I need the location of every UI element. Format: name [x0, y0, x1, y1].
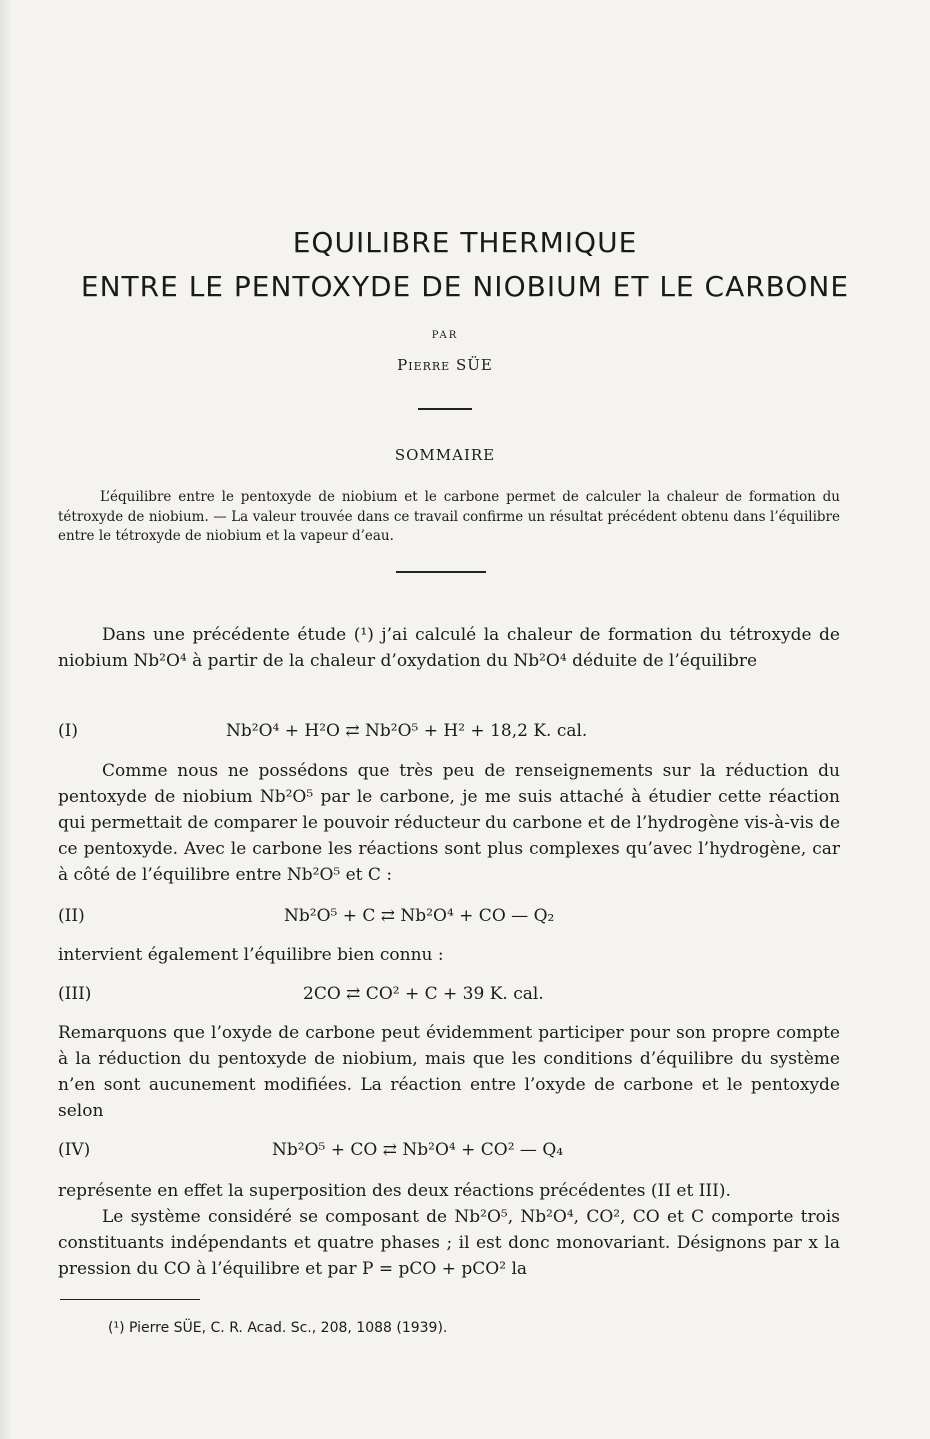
page-edge-shadow [0, 0, 12, 1439]
equation-label: (III) [58, 984, 92, 1004]
paragraph-6: Le système considéré se composant de Nb²O⁵, Nb²O⁴, CO², CO et C comporte trois constituants indépendants et quatre phases ; il est donc monovariant. Désignons par x la pression du CO à l’équilibre et par P = pCO + pCO² la [58, 1207, 840, 1279]
byline-par: PAR [431, 330, 459, 341]
equation-1 [58, 718, 840, 744]
divider-rule [396, 571, 486, 573]
equation-4 [58, 1137, 840, 1163]
footnote: (¹) Pierre SÜE, C. R. Acad. Sc., 208, 1088 (1939). [108, 1320, 448, 1336]
equation-formula: Nb²O⁵ + C ⇄ Nb²O⁴ + CO — Q₂ [284, 906, 555, 926]
equation-formula: 2CO ⇄ CO² + C + 39 K. cal. [303, 984, 544, 1004]
summary-text [58, 488, 840, 547]
paragraph-2: Comme nous ne possédons que très peu de renseignements sur la réduction du pentoxyde de niobium Nb²O⁵ par le carbone, je me suis attaché à étudier cette réaction qui permettait de comparer le pouvoir réducteur du carbone et de l’hydrogène vis-à-vis de ce pentoxyde. Avec le carbone les réactions sont plus complexes qu’avec l’hydrogène, car à côté de l’équilibre entre Nb²O⁵ et C : [58, 761, 840, 885]
divider-rule [418, 408, 472, 410]
paragraph-3: intervient également l’équilibre bien connu : [58, 945, 444, 965]
title-line-2: ENTRE LE PENTOXYDE DE NIOBIUM ET LE CARBONE [80, 270, 850, 303]
equation-3 [58, 981, 840, 1007]
paragraph-5: représente en effet la superposition des deux réactions précédentes (II et III). [58, 1181, 731, 1201]
author-name: Pierre SÜE [397, 356, 493, 374]
title-line-1: EQUILIBRE THERMIQUE [292, 226, 638, 259]
equation-label: (II) [58, 906, 85, 926]
equation-formula: Nb²O⁴ + H²O ⇄ Nb²O⁵ + H² + 18,2 K. cal. [226, 721, 588, 741]
paragraph-1: Dans une précédente étude (¹) j’ai calculé la chaleur de formation du tétroxyde de niobium Nb²O⁴ à partir de la chaleur d’oxydation du Nb²O⁴ déduite de l’équilibre [58, 625, 840, 671]
equation-2 [58, 903, 840, 929]
footnote-rule [60, 1299, 200, 1300]
equation-formula: Nb²O⁵ + CO ⇄ Nb²O⁴ + CO² — Q₄ [272, 1140, 564, 1160]
equation-label: (I) [58, 721, 78, 741]
summary-text-content: L’équilibre entre le pentoxyde de niobium et le carbone permet de calculer la chaleur de formation du tétroxyde de niobium. — La valeur trouvée dans ce travail confirme un résultat précédent obtenu dans l’équilibre entre le tétroxyde de niobium et la vapeur d’eau. [58, 489, 840, 544]
summary-heading: SOMMAIRE [394, 446, 496, 464]
equation-label: (IV) [58, 1140, 91, 1160]
paragraph-4: Remarquons que l’oxyde de carbone peut évidemment participer pour son propre compte à la réduction du pentoxyde de niobium, mais que les conditions d’équilibre du système n’en sont aucunement modifiées. La réaction entre l’oxyde de carbone et le pentoxyde selon [58, 1023, 840, 1121]
